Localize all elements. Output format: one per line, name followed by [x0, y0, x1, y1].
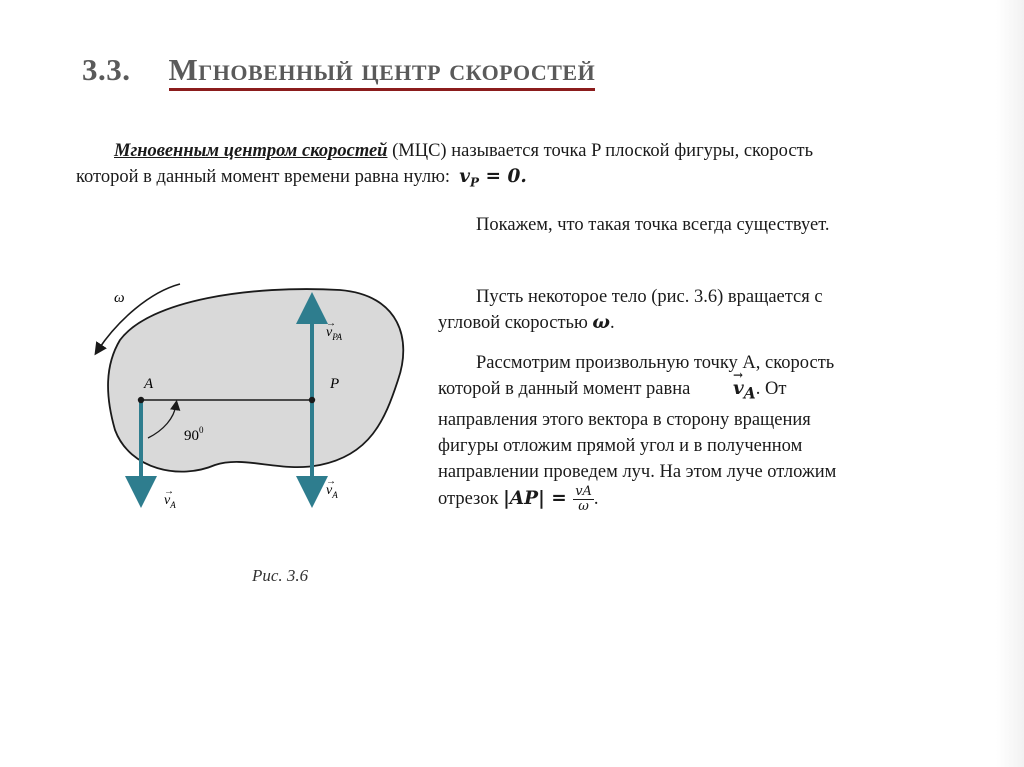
paragraph-construction: Рассмотрим произвольную точку A, скорость которой в данный момент равна → $v_A$. От направления этого вектора в сторону вращения фигуры отложим прямой угол и в полученном направлении проведем луч. На этом луче отложим отрезок |AP| = $\frac{vA}{\omega}$ . [438, 350, 848, 514]
svg-text:→: → [164, 486, 174, 497]
vpa-label: $v_{PA}$ [326, 325, 343, 342]
va-left-label: $v_A$ [164, 493, 176, 510]
intro-paragraph [76, 138, 846, 196]
omega-symbol: ω [592, 312, 611, 333]
section-title: Мгновенный центр скоростей [169, 52, 596, 91]
va-right-label: $v_A$ [326, 483, 338, 500]
omega-label: ω [114, 290, 125, 306]
svg-text:→: → [326, 318, 336, 329]
figure-caption: Рис. 3.6 [252, 566, 309, 585]
slide-edge [996, 0, 1024, 767]
velocity-over-omega-fraction: $\frac{vA}{\omega}$ [575, 483, 592, 514]
point-a-dot [138, 397, 144, 403]
point-p-label: P [330, 376, 340, 392]
page-title [82, 52, 595, 88]
definition-term: Мгновенным центром скоростей [114, 141, 388, 161]
velocity-vector-a: → $v_A$ [695, 376, 756, 407]
point-p-dot [309, 397, 315, 403]
segment-ap: |AP| = [503, 487, 574, 509]
svg-text:→: → [326, 476, 336, 487]
paragraph-rotation: Пусть некоторое тело (рис. 3.6) вращается с угловой скоростью ω. [438, 287, 823, 333]
section-number: 3.3. [82, 52, 131, 87]
definition-text: (МЦС) называется точка P плоской фигуры, скорость которой в данный момент времени равна нулю: [76, 141, 814, 187]
paragraph-existence: Покажем, что такая точка всегда существует. [476, 215, 830, 235]
zero-velocity-formula: $v_P = 0$. [459, 166, 527, 190]
point-a-label: A [144, 376, 154, 392]
angle-label: $90^0$ [184, 425, 204, 444]
figure-3-6 [80, 270, 420, 530]
